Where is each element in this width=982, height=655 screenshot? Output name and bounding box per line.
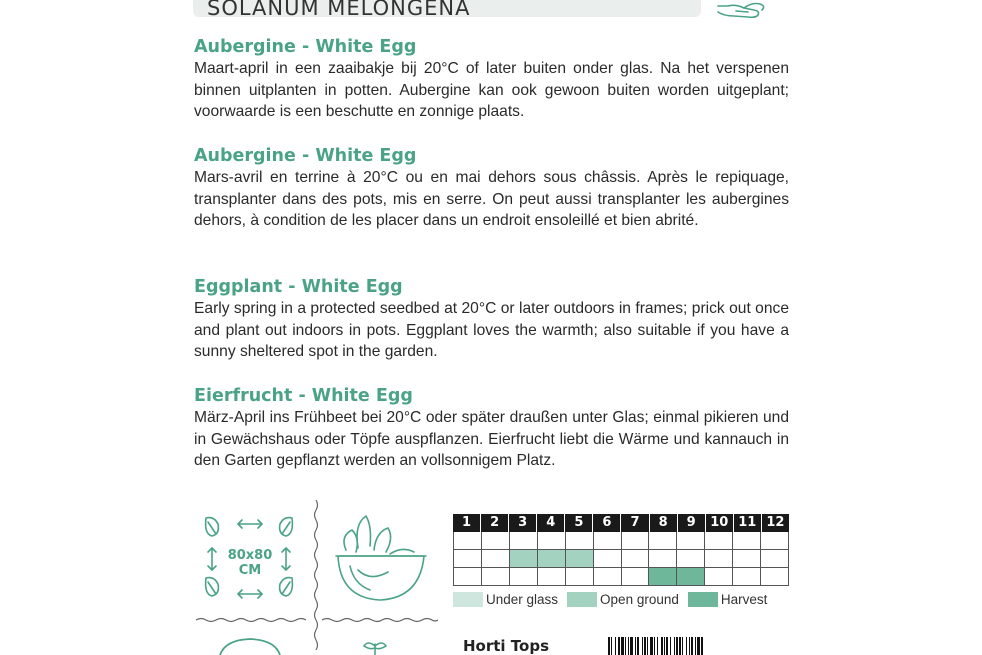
legend-label: Open ground (600, 592, 679, 607)
calendar-row (453, 550, 789, 568)
calendar-cell (538, 568, 566, 585)
legend-swatch (688, 592, 718, 607)
instructions-en (194, 276, 789, 363)
calendar-legend (453, 592, 776, 607)
wavy-divider-vertical (313, 500, 319, 655)
calendar-cell (566, 568, 594, 585)
calendar-cell (649, 532, 677, 549)
calendar-cell (566, 532, 594, 549)
calendar-cell (482, 568, 510, 585)
calendar-month-2: 2 (481, 514, 509, 532)
calendar-cell (482, 550, 510, 567)
calendar-cell (677, 568, 705, 585)
calendar-cell (649, 568, 677, 585)
calendar-month-3: 3 (509, 514, 537, 532)
plant-spacing-icon (196, 510, 304, 610)
calendar-cell (566, 550, 594, 567)
section-title: Eggplant - White Egg (194, 277, 403, 297)
calendar-month-7: 7 (621, 514, 649, 532)
section-title: Aubergine - White Egg (194, 37, 417, 57)
calendar-cell (538, 550, 566, 567)
calendar-cell (510, 568, 538, 585)
species-banner (193, 0, 701, 17)
instructions-fr (194, 145, 789, 232)
calendar-cell (733, 550, 761, 567)
calendar-cell (733, 568, 761, 585)
calendar-cell (733, 532, 761, 549)
sowing-calendar (453, 514, 789, 586)
instructions-nl (194, 36, 789, 123)
spacing-unit: CM (238, 563, 262, 578)
calendar-row (453, 532, 789, 550)
calendar-cell (454, 550, 482, 567)
calendar-month-6: 6 (593, 514, 621, 532)
calendar-cell (594, 568, 622, 585)
legend-label: Under glass (486, 592, 559, 607)
wavy-divider-horizontal (322, 617, 438, 623)
legend-label: Harvest (720, 592, 768, 607)
calendar-cell (594, 550, 622, 567)
calendar-cell (454, 568, 482, 585)
legend-swatch (453, 592, 483, 607)
calendar-month-8: 8 (650, 514, 678, 532)
wavy-divider-horizontal (196, 617, 308, 623)
hand-holding-seeds-icon (714, 0, 770, 22)
calendar-row (453, 568, 789, 586)
calendar-cell (677, 550, 705, 567)
calendar-cell (510, 550, 538, 567)
calendar-cell (705, 532, 733, 549)
calendar-cell (705, 550, 733, 567)
section-title: Aubergine - White Egg (194, 146, 417, 166)
calendar-cell (761, 550, 789, 567)
harvest-bowl-icon (330, 510, 430, 610)
calendar-cell (538, 532, 566, 549)
calendar-month-9: 9 (678, 514, 706, 532)
calendar-cell (622, 532, 650, 549)
calendar-cell (622, 550, 650, 567)
barcode (608, 637, 788, 655)
calendar-month-5: 5 (565, 514, 593, 532)
section-body: Maart-april in een zaaibakje bij 20°C of later buiten onder glas. Na het verspenen binnen uitplanten in potten. Aubergine kan ook gewoon buiten worden uitgeplant; voorwaarde is een beschutte en zonnige plaats. (194, 60, 789, 121)
calendar-cell (705, 568, 733, 585)
calendar-month-1: 1 (453, 514, 481, 532)
spacing-value: 80x80 (227, 548, 273, 563)
calendar-cell (594, 532, 622, 549)
calendar-month-12: 12 (762, 514, 789, 532)
calendar-month-header (453, 514, 789, 532)
calendar-cell (677, 532, 705, 549)
legend-swatch (567, 592, 597, 607)
calendar-month-11: 11 (734, 514, 762, 532)
calendar-month-10: 10 (706, 514, 734, 532)
section-body: Mars-avril en terrine à 20°C ou en mai dehors sous châssis. Après le repiquage, transplanter dans des pots, mis en serre. On peut aussi transplanter les aubergines dehors, à condition de les placer dans un endroit ensoleillé et bien abrité. (194, 169, 789, 230)
section-body: März-April ins Frühbeet bei 20°C oder später draußen unter Glas; einmal pikieren und in Gewächshaus oder Töpfe auspflanzen. Eierfrucht liebt die Wärme und kannauch in den Garten gepflanzt werden an vollsonnigem Platz. (194, 409, 789, 470)
calendar-cell (649, 550, 677, 567)
species-name: SOLANUM MELONGENA (207, 0, 471, 17)
brand-name: Horti Tops (463, 637, 550, 655)
spacing-label (224, 548, 276, 578)
section-title: Eierfrucht - White Egg (194, 386, 413, 406)
calendar-month-4: 4 (537, 514, 565, 532)
seedling-icon (360, 638, 390, 655)
section-body: Early spring in a protected seedbed at 20°C or later outdoors in frames; prick out once and plant out indoors in pots. Eggplant loves the warmth; also suitable if you have a sunny sheltered spot in the garden. (194, 300, 789, 361)
calendar-cell (510, 532, 538, 549)
calendar-cell (622, 568, 650, 585)
instructions-de (194, 385, 789, 472)
calendar-cell (761, 532, 789, 549)
calendar-cell (761, 568, 789, 585)
sun-icon (205, 636, 295, 655)
calendar-cell (454, 532, 482, 549)
calendar-cell (482, 532, 510, 549)
